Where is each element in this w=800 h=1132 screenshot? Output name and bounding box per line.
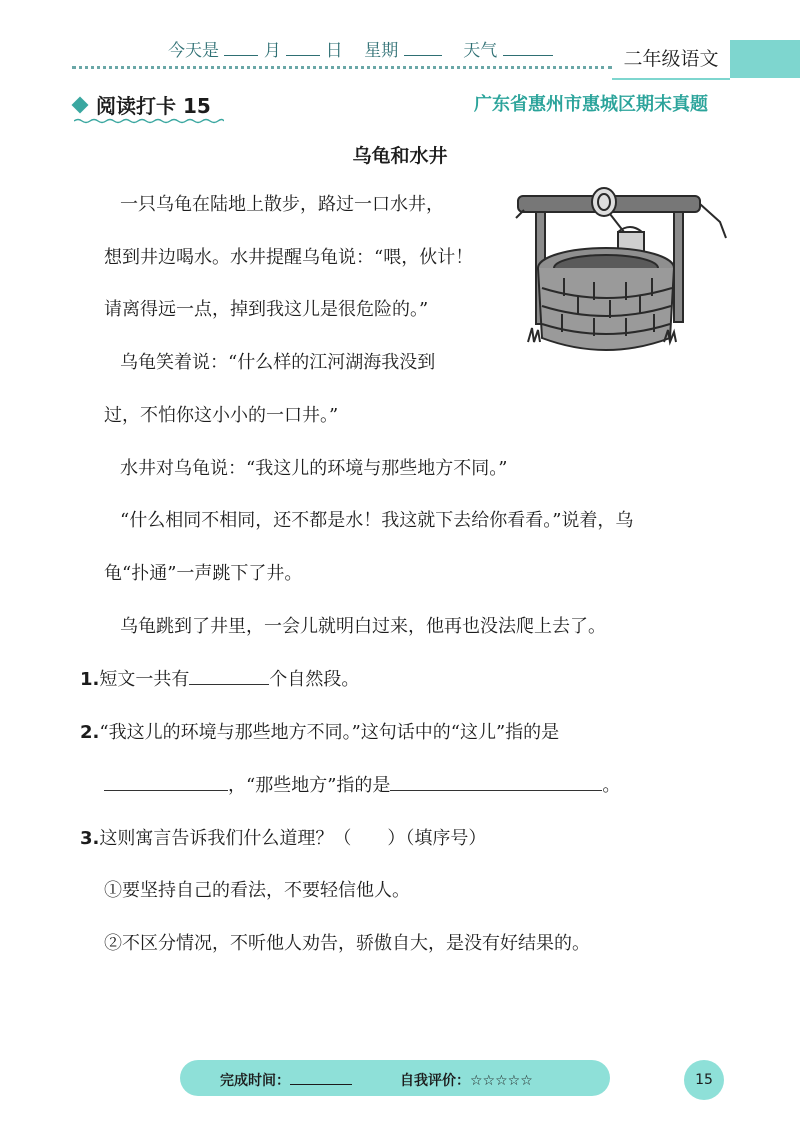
grade-tab: [612, 40, 800, 78]
question-2-text-c: 。: [602, 775, 621, 796]
page-number: 15: [684, 1060, 724, 1100]
month-label: 月: [263, 41, 281, 61]
story-line-7: “什么相同不相同，还不都是水！我这就下去给你看看。”说着，乌: [120, 510, 634, 531]
story-title: 乌龟和水井: [352, 145, 448, 167]
question-2-text-b: ，“那些地方”指的是: [228, 775, 391, 796]
well-illustration: [514, 182, 728, 362]
question-3: [80, 824, 486, 850]
question-1: [80, 665, 359, 691]
question-3-number: 3.: [80, 828, 100, 849]
self-evaluation: [400, 1070, 533, 1090]
today-label: 今天是: [168, 41, 219, 61]
question-1-number: 1.: [80, 669, 100, 690]
grade-label: 二年级语文: [612, 40, 730, 80]
source-label: 广东省惠州市惠城区期末真题: [474, 94, 708, 115]
story-line-2: 想到井边喝水。水井提醒乌龟说：“喂，伙计！: [104, 247, 474, 268]
weather-blank[interactable]: [503, 41, 553, 56]
diamond-icon: [72, 97, 89, 114]
question-1-text-b: 个自然段。: [269, 669, 360, 690]
checkin-label: 阅读打卡 15: [96, 94, 211, 118]
question-2-number: 2.: [80, 722, 100, 743]
question-3-text: 这则寓言告诉我们什么道理？（ ）（填序号）: [99, 828, 487, 849]
question-2-answer-blank-1[interactable]: [104, 774, 228, 791]
completion-time-blank[interactable]: [290, 1072, 352, 1085]
story-line-3: 请离得远一点，掉到我这儿是很危险的。”: [104, 299, 429, 320]
wave-underline: [74, 118, 224, 124]
story-line-6: 水井对乌龟说：“我这儿的环境与那些地方不同。”: [120, 458, 508, 479]
date-row: [168, 36, 553, 61]
story-line-5: 过，不怕你这小小的一口井。”: [104, 405, 339, 426]
rating-stars[interactable]: ☆☆☆☆☆: [470, 1073, 533, 1089]
completion-time: [220, 1070, 352, 1090]
question-1-text-a: 短文一共有: [99, 669, 190, 690]
day-label: 日: [325, 41, 343, 61]
month-blank[interactable]: [224, 41, 258, 56]
header-dotted-divider: [72, 66, 612, 69]
question-2-text-a: “我这儿的环境与那些地方不同。”这句话中的“这儿”指的是: [99, 722, 560, 743]
story-line-1: 一只乌龟在陆地上散步，路过一口水井，: [120, 194, 444, 215]
weather-label: 天气: [463, 41, 498, 61]
completion-time-label: 完成时间：: [220, 1073, 290, 1089]
question-1-answer-blank[interactable]: [189, 668, 269, 685]
question-2-answer-blank-2[interactable]: [390, 774, 602, 791]
option-1: ①要坚持自己的看法，不要轻信他人。: [104, 880, 410, 901]
self-evaluation-label: 自我评价：: [400, 1073, 470, 1089]
story-line-4: 乌龟笑着说：“什么样的江河湖海我没到: [120, 352, 436, 373]
day-blank[interactable]: [286, 41, 320, 56]
story-line-9: 乌龟跳到了井里，一会儿就明白过来，他再也没法爬上去了。: [120, 616, 606, 637]
question-2-line-2: [104, 771, 620, 797]
story-line-8: 龟“扑通”一声跳下了井。: [104, 563, 303, 584]
weekday-label: 星期: [364, 41, 399, 61]
question-2: [80, 718, 559, 744]
weekday-blank[interactable]: [404, 41, 442, 56]
checkin-title: [74, 90, 211, 119]
option-2: ②不区分情况，不听他人劝告，骄傲自大，是没有好结果的。: [104, 933, 590, 954]
